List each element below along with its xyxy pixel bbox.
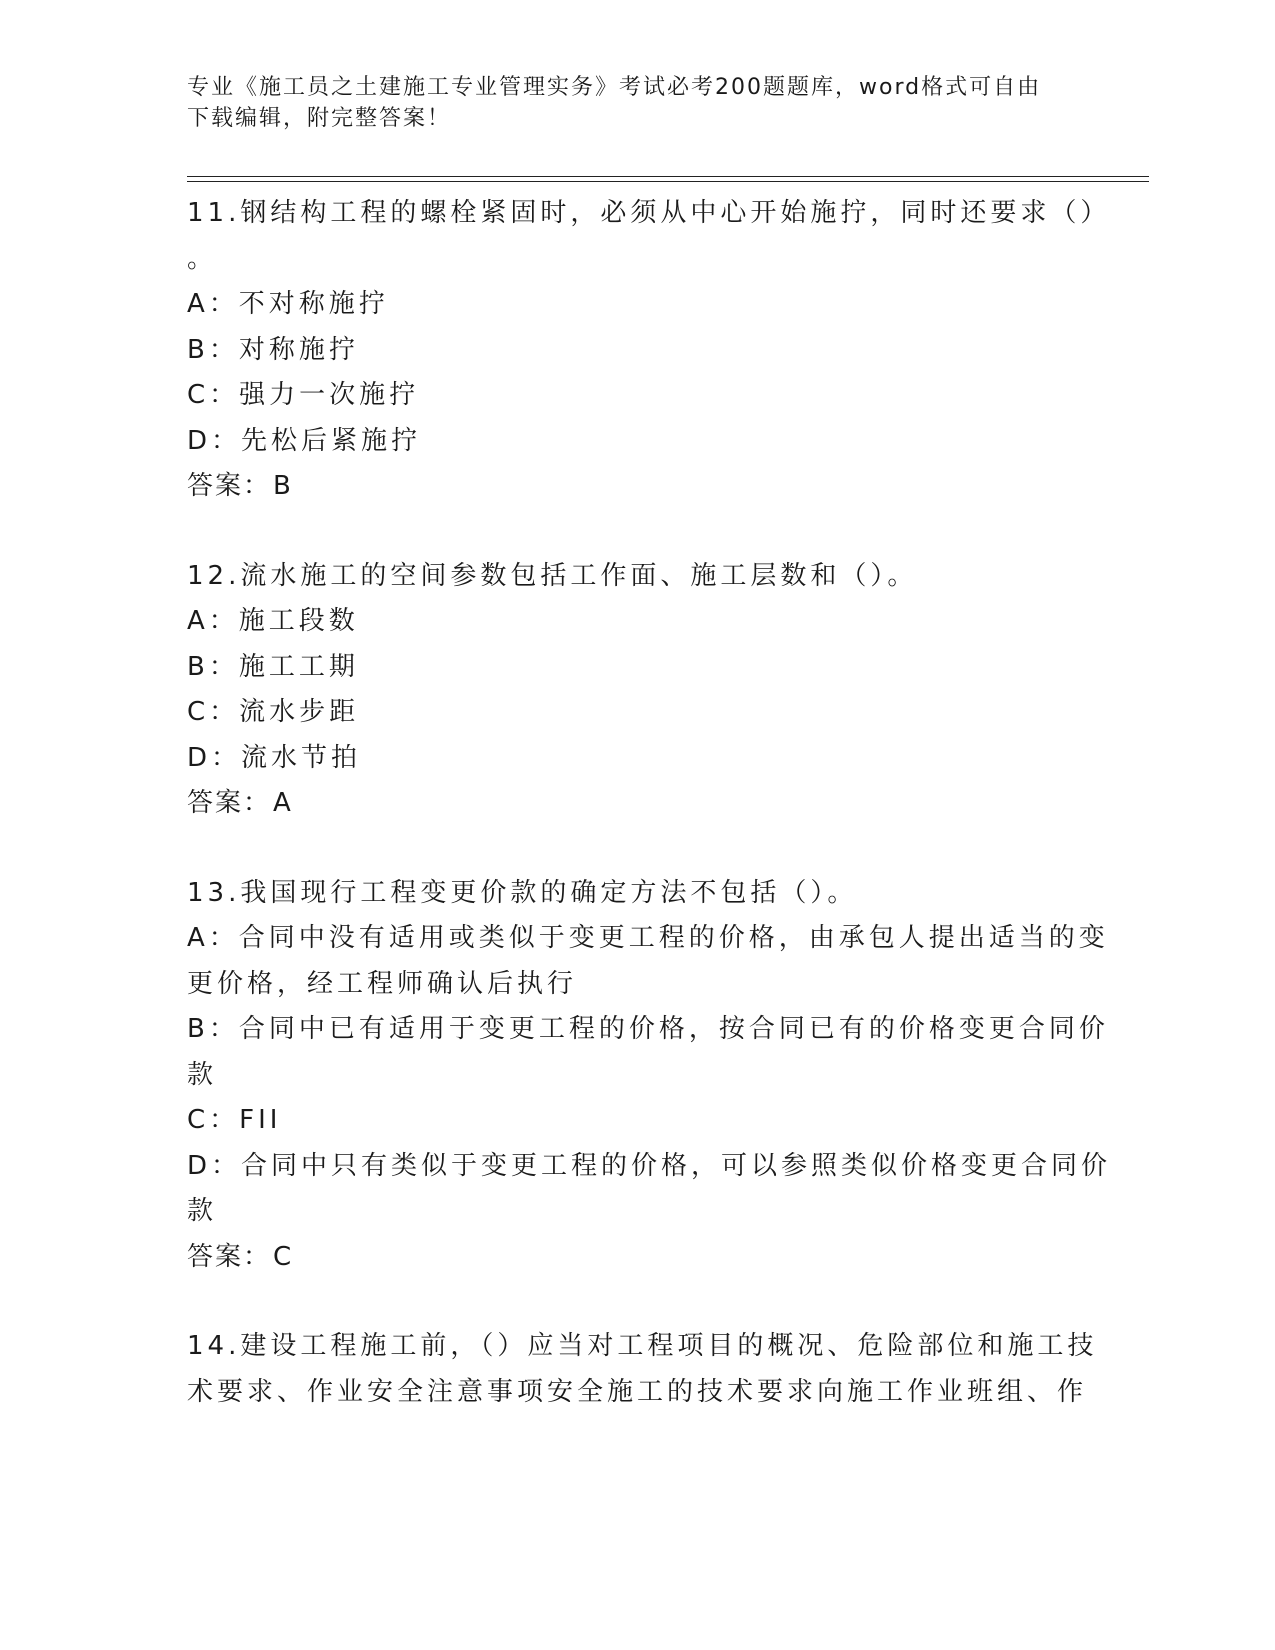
header-line-1: 专业《施工员之土建施工专业管理实务》考试必考200题题库，word格式可自由 [187,75,1042,100]
document-header [187,72,1067,134]
option-b: B：合同中已有适用于变更工程的价格，按合同已有的价格变更合同价 [187,1014,1109,1044]
answer-value: C [273,1241,294,1272]
answer-label: 答案： [187,471,272,501]
question-11 [187,191,1111,510]
answer-value: A [273,788,293,818]
option-b: B：施工工期 [187,651,359,682]
question-stem: 14.建设工程施工前，（）应当对工程项目的概况、危险部位和施工技 [187,1331,1098,1361]
question-12 [187,554,1087,827]
question-stem: 13.我国现行工程变更价款的确定方法不包括（）。 [187,877,858,908]
header-rule-bottom [187,181,1149,182]
question-stem-continued: 术要求、作业安全注意事项安全施工的技术要求向施工作业班组、作 [187,1376,1088,1407]
option-a: A：不对称施拧 [187,289,389,319]
option-d: D：流水节拍 [187,742,362,773]
option-b: B：对称施拧 [187,334,359,365]
option-b-continued: 款 [187,1059,218,1090]
answer [187,781,1087,827]
option-d: D：合同中只有类似于变更工程的价格，可以参照类似价格变更合同价 [187,1150,1112,1181]
question-stem: 11.钢结构工程的螺栓紧固时，必须从中心开始施拧，同时还要求（） [187,198,1111,228]
header-rule-top [187,176,1149,177]
option-a-continued: 更价格，经工程师确认后执行 [187,968,578,999]
option-c: C：流水步距 [187,697,360,727]
option-d: D：先松后紧施拧 [187,425,422,456]
option-d-continued: 款 [187,1196,218,1226]
question-13 [187,871,1112,1281]
header-line-2: 下载编辑，附完整答案！ [187,106,452,131]
answer [187,464,1087,510]
question-stem: 12.流水施工的空间参数包括工作面、施工层数和（）。 [187,560,918,591]
option-a: A：合同中没有适用或类似于变更工程的价格，由承包人提出适当的变 [187,923,1109,953]
question-stem-continued: 。 [187,243,218,274]
question-14 [187,1324,1098,1415]
answer [187,1235,1087,1281]
answer-label: 答案： [187,788,272,818]
answer-label: 答案： [187,1241,272,1272]
option-c: C：强力一次施拧 [187,380,420,410]
option-c: C：FII [187,1105,282,1135]
option-a: A：施工段数 [187,606,359,636]
question-list [187,191,1112,1459]
answer-value: B [273,471,293,501]
